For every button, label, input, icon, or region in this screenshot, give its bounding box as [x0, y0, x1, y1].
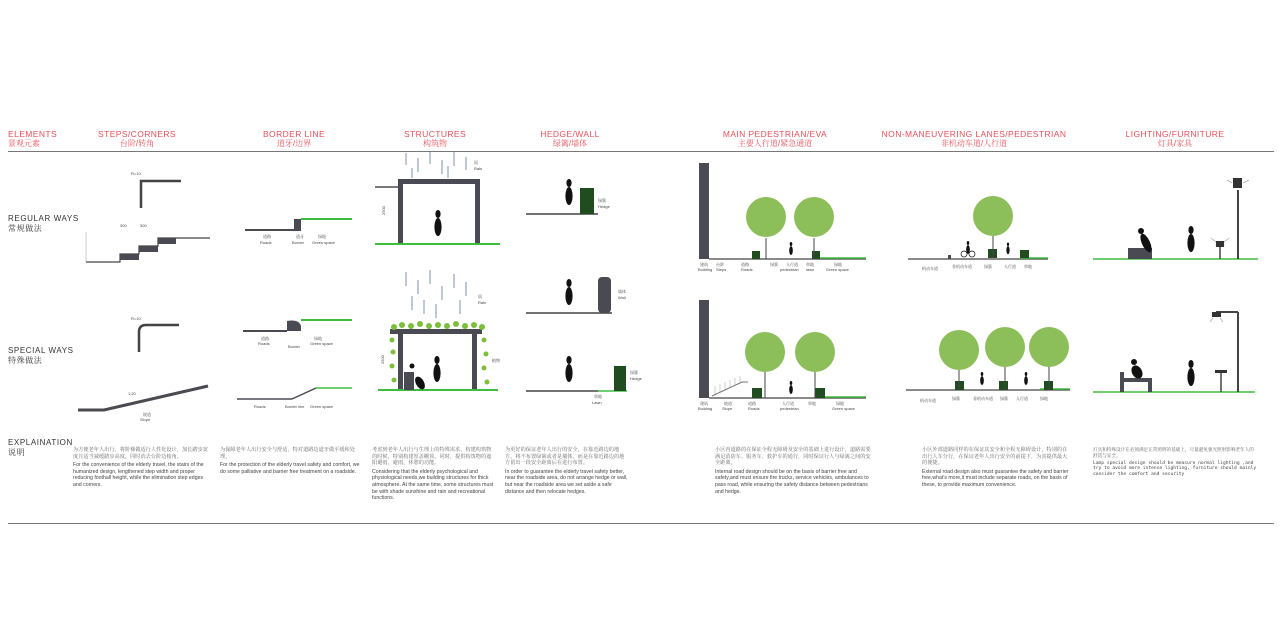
explanation-structures: 考虑到老年人出行与生理上的特殊需求，构建构筑物的时候，特别构建厚盖棚顶，同时，提供构筑物的遮阳避雨，避雨，休憩的功能。 Considering that the elderly psychological and physiological needs,we building structures for thick atmosphere. At the same time, some structures must be with shade sunshine and rain and recreational functions.: [372, 447, 494, 502]
border-special-green-label: Green space: [310, 341, 333, 346]
svg-text:绿篱: 绿篱: [770, 262, 778, 267]
svg-text:绿篱: 绿篱: [1000, 396, 1008, 401]
svg-text:1:20: 1:20: [128, 391, 136, 396]
border-border-label: Border: [292, 240, 305, 245]
border-special-drawing-top: [243, 320, 352, 341]
pedestrian-special-drawing: [699, 300, 866, 406]
explanation-lighting: 灯具和特殊设计在必须满足正常照明的基础上，尽量避免强光照射影响老年人的舒适与安全。 Lamp special design should be measure normal lighting ,and try to avoid more intense lighting, furniture should mainly consider the comfort and security: [1093, 447, 1257, 478]
svg-text:雨: 雨: [474, 160, 478, 165]
row-label-regular: REGULAR WAYS 常规做法: [8, 214, 79, 233]
svg-text:建筑: 建筑: [700, 262, 708, 267]
steps-regular-drawing: [86, 171, 210, 262]
svg-text:绿地: 绿地: [318, 234, 326, 239]
hedge-label: Hedge: [598, 204, 610, 209]
explanation-lanes: 小区外部道路同样的在保证其安全和全程无障碍设计，特别的在出行人车分行，在保证老年人出行安全的前提下，为其提供最大的便捷。 External road design also must guarantee the safety and barrier free,what's more,it must include separate roads, on the basis of these, to provide maximum convenience.: [922, 447, 1069, 488]
svg-text:R=10: R=10: [131, 171, 141, 176]
svg-text:草地: 草地: [1024, 264, 1032, 269]
border-bottom-green-label: Green space: [310, 404, 333, 409]
svg-text:R=10: R=10: [131, 316, 141, 321]
wall-special-drawing: [526, 277, 626, 313]
ped-lawn-label: lawn: [806, 267, 815, 272]
border-special-roads-label: Roads: [258, 341, 270, 346]
row-label-explanation: EXPLAINATION 说明: [8, 438, 73, 457]
svg-text:道路: 道路: [263, 234, 271, 239]
lawn-label: Lawn: [592, 400, 602, 405]
svg-text:人行道: 人行道: [786, 262, 798, 267]
svg-text:植物: 植物: [492, 358, 500, 363]
ped-special-green-label: Green space: [832, 406, 855, 411]
svg-text:道牙: 道牙: [296, 234, 304, 239]
explanation-border: 为保障老年人出行安全与舒适，特对道路边道牙做平缓和处理。 For the protection of the elderly travel safety and comfort, we do some palliative and barrier free treatment on a roadside.: [220, 447, 360, 475]
header-steps-corners: STEPS/CORNERS 台阶/转角: [98, 129, 176, 148]
lighting-regular-drawing: [1093, 178, 1258, 259]
hedge-special-drawing: [526, 356, 638, 399]
svg-text:墙体: 墙体: [618, 289, 626, 294]
border-special-drawing-bottom: [237, 388, 352, 399]
hedge-regular-drawing: [526, 179, 606, 214]
ped-pedestrian-label: pedestrian: [780, 267, 799, 272]
svg-text:草地: 草地: [594, 394, 602, 399]
structure-special-rain-label: Rain: [478, 300, 487, 305]
border-green-label: Green space: [312, 240, 335, 245]
svg-text:坡道: 坡道: [143, 412, 151, 417]
svg-text:非机动车道: 非机动车道: [973, 396, 993, 401]
hedge-special-label: Hedge: [630, 376, 642, 381]
pedestrian-regular-drawing: [699, 163, 866, 267]
svg-text:300: 300: [140, 223, 147, 228]
svg-text:建筑: 建筑: [700, 401, 708, 406]
header-non-maneuvering-lanes: NON-MANEUVERING LANES/PEDESTRIAN 非机动车道/人行道: [881, 129, 1067, 148]
lanes-regular-drawing: [908, 196, 1048, 271]
svg-text:台阶: 台阶: [716, 262, 724, 267]
ped-green-label: Green space: [826, 267, 849, 272]
header-elements: ELEMENTS 景观元素: [8, 129, 58, 148]
svg-text:机动车道: 机动车道: [922, 266, 938, 271]
header-border-line: BORDER LINE 道牙/边界: [262, 129, 326, 148]
ped-special-slope-label: Slope: [722, 406, 733, 411]
svg-text:2500: 2500: [380, 355, 385, 364]
svg-text:绿地: 绿地: [314, 336, 322, 341]
lanes-special-drawing: [906, 327, 1070, 403]
header-hedge-wall: HEDGE/WALL 绿篱/墙体: [540, 129, 600, 148]
svg-text:绿篱: 绿篱: [598, 198, 606, 203]
border-roads-label: Roads: [260, 240, 272, 245]
svg-text:坡道: 坡道: [724, 401, 732, 406]
svg-text:草地: 草地: [806, 262, 814, 267]
border-bottom-line-label: Border line: [285, 404, 305, 409]
steps-special-drawing: [78, 316, 208, 417]
svg-text:草地: 草地: [808, 401, 816, 406]
svg-text:道路: 道路: [261, 336, 269, 341]
svg-text:绿篱: 绿篱: [984, 264, 992, 269]
svg-text:绿地: 绿地: [1040, 396, 1048, 401]
header-main-pedestrian: MAIN PEDESTRIAN/EVA 主要人行道/紧急通道: [722, 129, 828, 148]
svg-text:非机动车道: 非机动车道: [952, 264, 972, 269]
svg-text:300: 300: [120, 223, 127, 228]
svg-text:人行道: 人行道: [1016, 396, 1028, 401]
ped-roads-label: Roads: [741, 267, 753, 272]
explanation-hedge: 为更好的保证老年人出行的安全，在靠近路边的地方，将不布置绿篱或者是墙体，而是在靠近路边的地方留出一段安全距离后在进行布置。 In order to guarantee the elderly travel safety better, near the roadside area, do not arrange hedge or wall, but near the roadside area we set aside a safe distance and then relocate hedges.: [505, 447, 628, 495]
ped-special-building-label: Building: [698, 406, 713, 411]
explanation-steps: 为方便老年人出行，将阶梯做适行人性化设计，加长踏步宽度且适当减缓踏步高度，同时消去台阶边棱角。 For the convenience of the elderly travel, the stairs of the humanized design, lengthened step width and proper reducing foothall height, while the elimination step edges and corners.: [73, 447, 208, 488]
slope-label: Slope: [140, 417, 151, 422]
lighting-special-drawing: [1093, 312, 1255, 392]
svg-text:道路: 道路: [748, 401, 756, 406]
svg-text:绿篱: 绿篱: [630, 370, 638, 375]
svg-text:绿地: 绿地: [836, 401, 844, 406]
header-structures: STRUCTURES 构筑物: [403, 129, 467, 148]
row-label-special: SPECIAL WAYS 特殊做法: [8, 346, 74, 365]
structure-rain-label: Rain: [474, 166, 483, 171]
header-lighting-furniture: LIGHTING/FURNITURE 灯具/家具: [1125, 129, 1225, 148]
svg-text:绿篱: 绿篱: [952, 396, 960, 401]
svg-text:道路: 道路: [741, 262, 749, 267]
svg-text:人行道: 人行道: [1004, 264, 1016, 269]
explanation-pedestrian: 小区内道路的在保证全程无障碍及安全的基础上进行设计，道路需要满足消防车、服务车、救护车的通行，同时保证行人与绿篱之间的安全距离。 Internal road design should be on the basis of barrier free and safety,and must ensure fire trucks, service vehicles, ambulances to pass road, while ensuring the safety distance between pedestrians and hedge.: [715, 447, 871, 495]
structure-special-drawing: [378, 270, 500, 391]
svg-text:机动车道: 机动车道: [920, 398, 936, 403]
ped-special-roads-label: Roads: [748, 406, 760, 411]
svg-text:绿地: 绿地: [834, 262, 842, 267]
svg-text:人行道: 人行道: [782, 401, 794, 406]
border-regular-drawing: [245, 219, 352, 239]
ped-special-pedestrian-label: pedestrian: [780, 406, 799, 411]
svg-text:雨: 雨: [478, 294, 482, 299]
ped-steps-label: Steps: [716, 267, 727, 272]
border-special-border-label: Border: [288, 344, 301, 349]
border-bottom-roads-label: Roads: [254, 404, 266, 409]
svg-text:2500: 2500: [381, 206, 386, 215]
wall-label: Wall: [618, 295, 626, 300]
ped-building-label: Building: [698, 267, 713, 272]
